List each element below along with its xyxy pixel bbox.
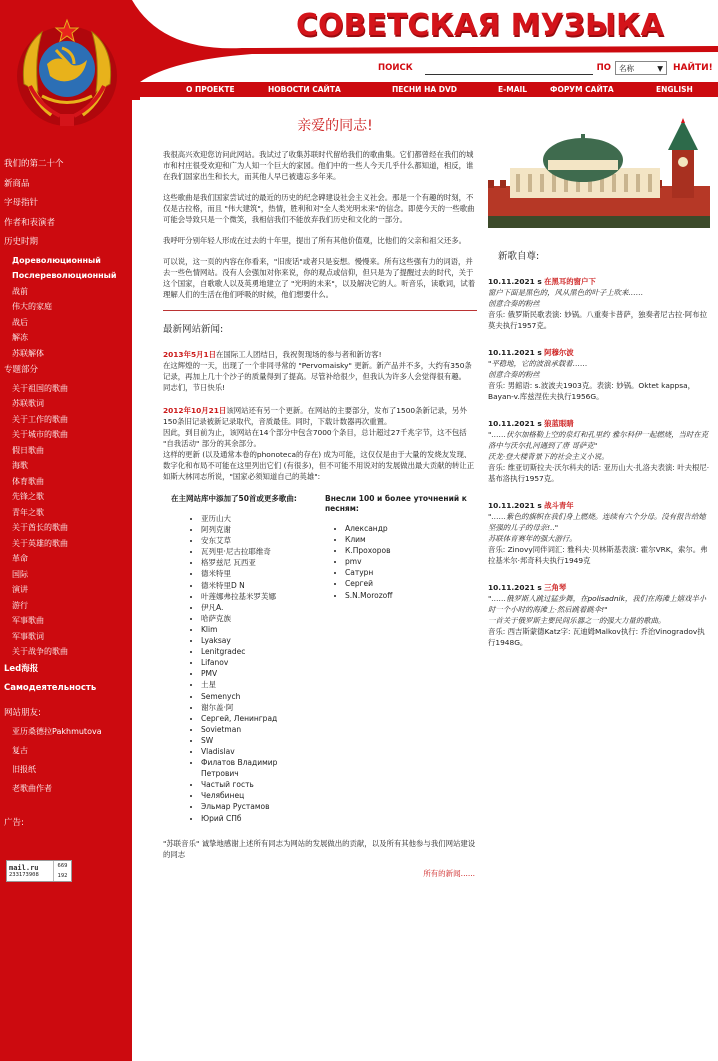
- page-title: 亲爱的同志!: [297, 118, 373, 134]
- contributor-item: • 格罗兹尼 瓦西亚: [201, 557, 313, 568]
- news-item: [163, 349, 477, 393]
- contributor-item: • 谢尔盖·阿: [201, 702, 313, 713]
- contributor-item: • 土星: [201, 679, 313, 690]
- contributor-item: • Klim: [201, 624, 313, 635]
- contributor-item: • PMV: [201, 668, 313, 679]
- sidebar-item[interactable]: 游行: [12, 600, 28, 610]
- song-item: [488, 582, 710, 648]
- song-credits: 音乐: 俄罗斯民歌表演: 妙锅。八重奏卡普萨，独奏者尼古拉·阿布拉莫夫执行1957克。: [488, 310, 707, 330]
- chevron-down-icon: ▼: [657, 63, 663, 73]
- song-quote: "平稳地，它的波浪承载着…… 创意合奏的粉丝: [488, 359, 588, 379]
- thanks-text: "苏联音乐" 诚挚地感谢上述所有同志为网站的发展做出的贡献，以及所有其他参与我们网站建设的同志: [163, 838, 476, 859]
- news-item: [163, 405, 477, 482]
- intro-paragraph: 我很高兴欢迎您访问此网站。我试过了收集苏联时代留给我们的歌曲集。它们都曾经在我们的城市和村庄很受欢迎和广为人知一个巨大的家园。他们中的一些人今天几乎什么都知道，相反，谁在我们国家出生和长大，而其他人早已被遗忘多年来。: [163, 150, 474, 181]
- contributor-item: • Sovietman: [201, 724, 313, 735]
- sidebar-item[interactable]: 关于英雄的歌曲: [12, 538, 68, 548]
- song-item: [488, 500, 710, 566]
- contributor-item: • Semenych: [201, 691, 313, 702]
- song-quote: 窗户下面是黑色的，风从黑色的叶子上吹来…… 创意合奏的粉丝: [488, 288, 644, 308]
- contributors-left: [163, 494, 313, 824]
- contributor-item: • 伊凡A.: [201, 602, 313, 613]
- contributor-item: • Lyaksay: [201, 635, 313, 646]
- sidebar-item[interactable]: 国际: [12, 569, 28, 579]
- contributor-item: • Lifanov: [201, 657, 313, 668]
- intro-text: [163, 149, 477, 300]
- friend-link[interactable]: 老歌曲作者: [12, 784, 52, 793]
- site-header: [132, 0, 718, 100]
- song-quote: "……紫色的旗帜在我们身上燃烧。连续有六个分母。没有报告给她坚强的儿子的母亲!.." 苏联体育赛年的强大游行。: [488, 512, 706, 543]
- top-nav: [140, 82, 718, 97]
- contributor-item: • Филатов Владимир Петрович: [201, 757, 313, 779]
- contributors-lists: [163, 494, 477, 824]
- contributor-item: • Клим: [345, 534, 467, 545]
- friends-title: 网站朋友:: [4, 708, 41, 718]
- song-credits: 音乐: 维亚切斯拉夫·沃尔科夫的话: 亚历山大·扎洛夫表演: 叶夫根尼·基布洛执行1957克。: [488, 463, 710, 483]
- contributor-item: • S.N.Morozoff: [345, 590, 467, 601]
- sidebar-item[interactable]: 军事歌曲: [12, 616, 44, 625]
- song-date: 10.11.2021 s: [488, 348, 542, 357]
- intro-paragraph: 这些歌曲是我们国家尝试过的最近的历史的纪念碑建设社会主义社会。那是一个有趣的时刻，不仅是古拉格，而且 "伟大建筑"，热情，胜利和对"全人类光明未来"的信念。即使今天的一些歌曲可能会导致只是一个微笑，我相信我们不能放弃我们历史和文化的一部分。: [163, 193, 475, 224]
- news-title: 最新网站新闻:: [163, 324, 224, 335]
- song-title-link[interactable]: 狼蓝眼睛: [544, 419, 574, 428]
- contributor-item: • Александр: [345, 523, 467, 534]
- contributor-item: • Частый гость: [201, 779, 313, 790]
- friend-link[interactable]: 复古: [12, 746, 28, 755]
- song-title-link[interactable]: 战斗青年: [544, 501, 574, 510]
- right-column: [488, 118, 710, 664]
- song-item: [488, 347, 710, 402]
- friend-link[interactable]: 旧报纸: [12, 765, 36, 774]
- nav-about[interactable]: О ПРОЕКТЕ: [186, 85, 235, 94]
- sidebar-item[interactable]: 新商品: [4, 178, 30, 189]
- contributor-item: • 哈萨克族: [201, 613, 313, 624]
- contributor-item: • pmv: [345, 556, 467, 567]
- song-date: 10.11.2021 s: [488, 501, 542, 510]
- contributor-item: • Юрий СПб: [201, 813, 313, 824]
- contributor-item: • 瓦列里·尼古拉耶维奇: [201, 546, 313, 557]
- contributor-item: • Сергей, Ленинград: [201, 713, 313, 724]
- song-credits: 音乐: 男館语: s.波波夫1903克。表演: 妙锅。Oktet kappsa，Bayan-v.库兹涅佐夫执行1956G。: [488, 381, 696, 401]
- left-sidebar: [0, 0, 132, 1061]
- sidebar-item[interactable]: 革命: [12, 554, 28, 563]
- sidebar-item[interactable]: 关于战争的歌曲: [12, 647, 68, 656]
- site-title: СОВЕТСКАЯ МУЗЫКА: [296, 8, 664, 43]
- list-left: [163, 513, 313, 824]
- sidebar-item[interactable]: 海歌: [12, 461, 28, 470]
- counter-stat-2: 192: [57, 873, 68, 879]
- sidebar-item[interactable]: 作者和表演者: [4, 217, 56, 228]
- song-quote: "……俄罗斯人跳过猛步舞，在polisadnik，我们在海滩上嬉戏半小时一个小时的海滩上·然后跳着跳伞!" 一首关于俄罗斯主要民间乐器之一的强大力量的歌曲。: [488, 594, 707, 625]
- sidebar-item[interactable]: 历史时期: [4, 237, 39, 247]
- sidebar-item[interactable]: 解冻: [12, 333, 28, 342]
- nav-dvd[interactable]: ПЕСНИ НА DVD: [392, 85, 458, 94]
- song-title-link[interactable]: 在黑耳的窗户下: [544, 277, 596, 286]
- list-left-title: 在主网站库中添加了50首或更多歌曲:: [171, 494, 297, 503]
- ads-label: 广告:: [4, 818, 24, 828]
- contributor-item: • SW: [201, 735, 313, 746]
- song-date: 10.11.2021 s: [488, 419, 542, 428]
- sidebar-item[interactable]: 专题部分: [4, 365, 39, 375]
- song-item: [488, 276, 710, 331]
- song-title-link[interactable]: 三角琴: [544, 583, 567, 592]
- counter-logo: mail.ru: [9, 864, 39, 872]
- contributor-item: • 德米特里: [201, 568, 313, 579]
- search-label: ПОИСК: [378, 63, 413, 73]
- contributor-item: • К.Прохоров: [345, 545, 467, 556]
- song-header: [488, 582, 710, 593]
- contributor-item: • 阿列克谢: [201, 524, 313, 535]
- sidebar-item[interactable]: 战后: [12, 317, 28, 327]
- nav-forum[interactable]: ФОРУМ САЙТА: [550, 85, 614, 94]
- sidebar-nav: [4, 155, 130, 699]
- contributors-right: [317, 494, 467, 824]
- new-songs-title: 新歌自尊:: [498, 251, 540, 262]
- intro-paragraph: 可以说，这一页的内容在你看来，"旧废话"或者只是妄想。慢慢来。所有这些强有力的词语，并去一些色情网站。没有人会强加对你来说，你的观点或信仰，但只是为了提醒过去的时代，关于这个国家，自歌歌人以及英勇地建立了 "光明的未来"，以及解决它的人。听音乐，读歌词，试着理解人们的生活在他们呼吸的时候，他们想要什么。: [163, 257, 476, 299]
- sidebar-item[interactable]: Послереволюционный: [12, 271, 117, 280]
- counter-stat-1: 669: [57, 863, 68, 869]
- sidebar-item[interactable]: Самодеятельность: [4, 683, 97, 693]
- contributor-item: • Сергей: [345, 578, 467, 589]
- song-header: [488, 500, 710, 511]
- contributor-item: • Эльмар Рустамов: [201, 801, 313, 812]
- contributor-item: • Lenitgradec: [201, 646, 313, 657]
- search-by-label: ПО: [596, 63, 611, 73]
- mailru-counter[interactable]: [6, 860, 72, 882]
- search-bar: [378, 60, 713, 76]
- counter-number: 233173908: [9, 872, 39, 878]
- contributor-item: • 德米特里D N: [201, 580, 313, 591]
- sidebar-item[interactable]: 青年之歌: [12, 507, 44, 517]
- nav-email[interactable]: E-MAIL: [498, 85, 528, 94]
- song-quote: "……伏尔加格勒上空的泉灯和孔里约 雅尔科伊一起燃烧，当时在克洛中与沃尔扎河遇到了唐 哥萨克" 沃龙·登大楼背景下的社会主义小说。: [488, 430, 709, 461]
- sidebar-item[interactable]: 关于城市的歌曲: [12, 430, 68, 439]
- song-header: [488, 276, 710, 287]
- kremlin-image: [488, 118, 710, 228]
- intro-paragraph: 我呼吁分别年轻人形成在过去的十年里，提出了所有其他价值观，比他们的父亲和祖父还多。: [163, 236, 467, 245]
- sidebar-item[interactable]: Led海报: [4, 663, 39, 674]
- news-date: 2012年10月21日: [163, 406, 227, 415]
- friends-section: [4, 704, 130, 798]
- sidebar-item[interactable]: 军事歌词: [12, 631, 44, 641]
- find-button[interactable]: НАЙТИ!: [672, 63, 713, 73]
- friend-link[interactable]: 亚历桑德拉Pakhmutova: [12, 727, 102, 736]
- contributor-item: • Сатурн: [345, 567, 467, 578]
- sidebar-item[interactable]: 苏联解体: [12, 348, 44, 358]
- nav-english[interactable]: ENGLISH: [656, 85, 693, 94]
- sidebar-item[interactable]: 战前: [12, 286, 28, 296]
- sidebar-item[interactable]: 先锋之歌: [12, 492, 44, 501]
- sidebar-item[interactable]: 关于工作的歌曲: [12, 414, 68, 424]
- sidebar-item[interactable]: 苏联歌词: [12, 399, 44, 408]
- song-header: [488, 347, 710, 358]
- contributor-item: • 亚历山大: [201, 513, 313, 524]
- sidebar-item[interactable]: 关于酋长的歌曲: [12, 523, 68, 532]
- search-select-value: 名称: [618, 63, 634, 73]
- sidebar-item[interactable]: Дореволюционный: [12, 255, 101, 265]
- all-news-link[interactable]: 所有的新闻......: [423, 868, 475, 878]
- sidebar-item[interactable]: 我们的第二十个: [4, 159, 64, 169]
- song-date: 10.11.2021 s: [488, 277, 542, 286]
- contributor-item: • 安东艾草: [201, 535, 313, 546]
- song-date: 10.11.2021 s: [488, 583, 542, 592]
- main-content: [163, 115, 477, 879]
- divider: [163, 310, 477, 311]
- contributor-item: • Челябинец: [201, 790, 313, 801]
- sidebar-item[interactable]: 体育歌曲: [12, 476, 44, 486]
- list-right-title: Внесли 100 и более уточнений к песням:: [325, 494, 467, 513]
- list-right: [317, 523, 467, 601]
- search-input[interactable]: [425, 62, 593, 75]
- news-text: 该网站还有另一个更新。在网站的主要部分，发布了1500条新记录，另外150条旧记录被新记录取代，音质最佳。同时，下载计数器再次重置。 因此，到目前为止，该网站在14个部分中包含7000个条目，总计超过27千兆字节，这不包括 "自我活动" 部分的其余部分。 这样的更新 (以及通常本卷的phonoteca的存在) 成为可能，这仅仅是由于大量的发烧友发现、数字化和布局不可能在这里列出它们 (有很多)，但不可能不用说对的发展做出最大贡献的转让正如斯大林同志所说，"国家必须知道自己的英雄":: [163, 406, 475, 481]
- sidebar-item[interactable]: 关于祖国的歌曲: [12, 383, 68, 393]
- song-item: [488, 418, 710, 484]
- sidebar-item[interactable]: 伟大的家庭: [12, 302, 52, 311]
- news-date: 2013年5月1日: [163, 350, 217, 359]
- search-field-select[interactable]: [615, 61, 667, 75]
- songs-list: [488, 276, 710, 648]
- sidebar-item[interactable]: 演讲: [12, 585, 28, 594]
- song-title-link[interactable]: 阿穆尔波: [544, 348, 574, 357]
- news-text: 在国际工人团结日，我祝贺现场的参与者和新访客! 在这辉煌的一天，出现了一个非同寻常的 "Pervomaisky" 更新。新产品并不多，大约有350条记录，再加上几十个沙子的质量得到了提高。尽管补给很少，但我认为许多人会觉得很有趣。 同志们，节日快乐!: [163, 350, 472, 392]
- song-credits: 音乐: 西吉斯蒙德Katz字: 瓦迪姆Malkov执行: 乔治Vinogradov执行1948G。: [488, 627, 705, 647]
- contributor-item: • 叶莲娜弗拉基米罗芙娜: [201, 591, 313, 602]
- sidebar-item[interactable]: 假日歌曲: [12, 445, 44, 455]
- song-header: [488, 418, 710, 429]
- song-credits: 音乐: Zinovy同伴词汇: 雅科夫·贝林斯基表演: 霍尔VRK，索尔。弗拉基米尔·邦奇科夫执行1949克: [488, 545, 708, 565]
- sidebar-item[interactable]: 字母指针: [4, 198, 39, 208]
- nav-news[interactable]: НОВОСТИ САЙТА: [268, 85, 341, 94]
- ussr-emblem-icon: [12, 14, 122, 132]
- contributor-item: • Vladislav: [201, 746, 313, 757]
